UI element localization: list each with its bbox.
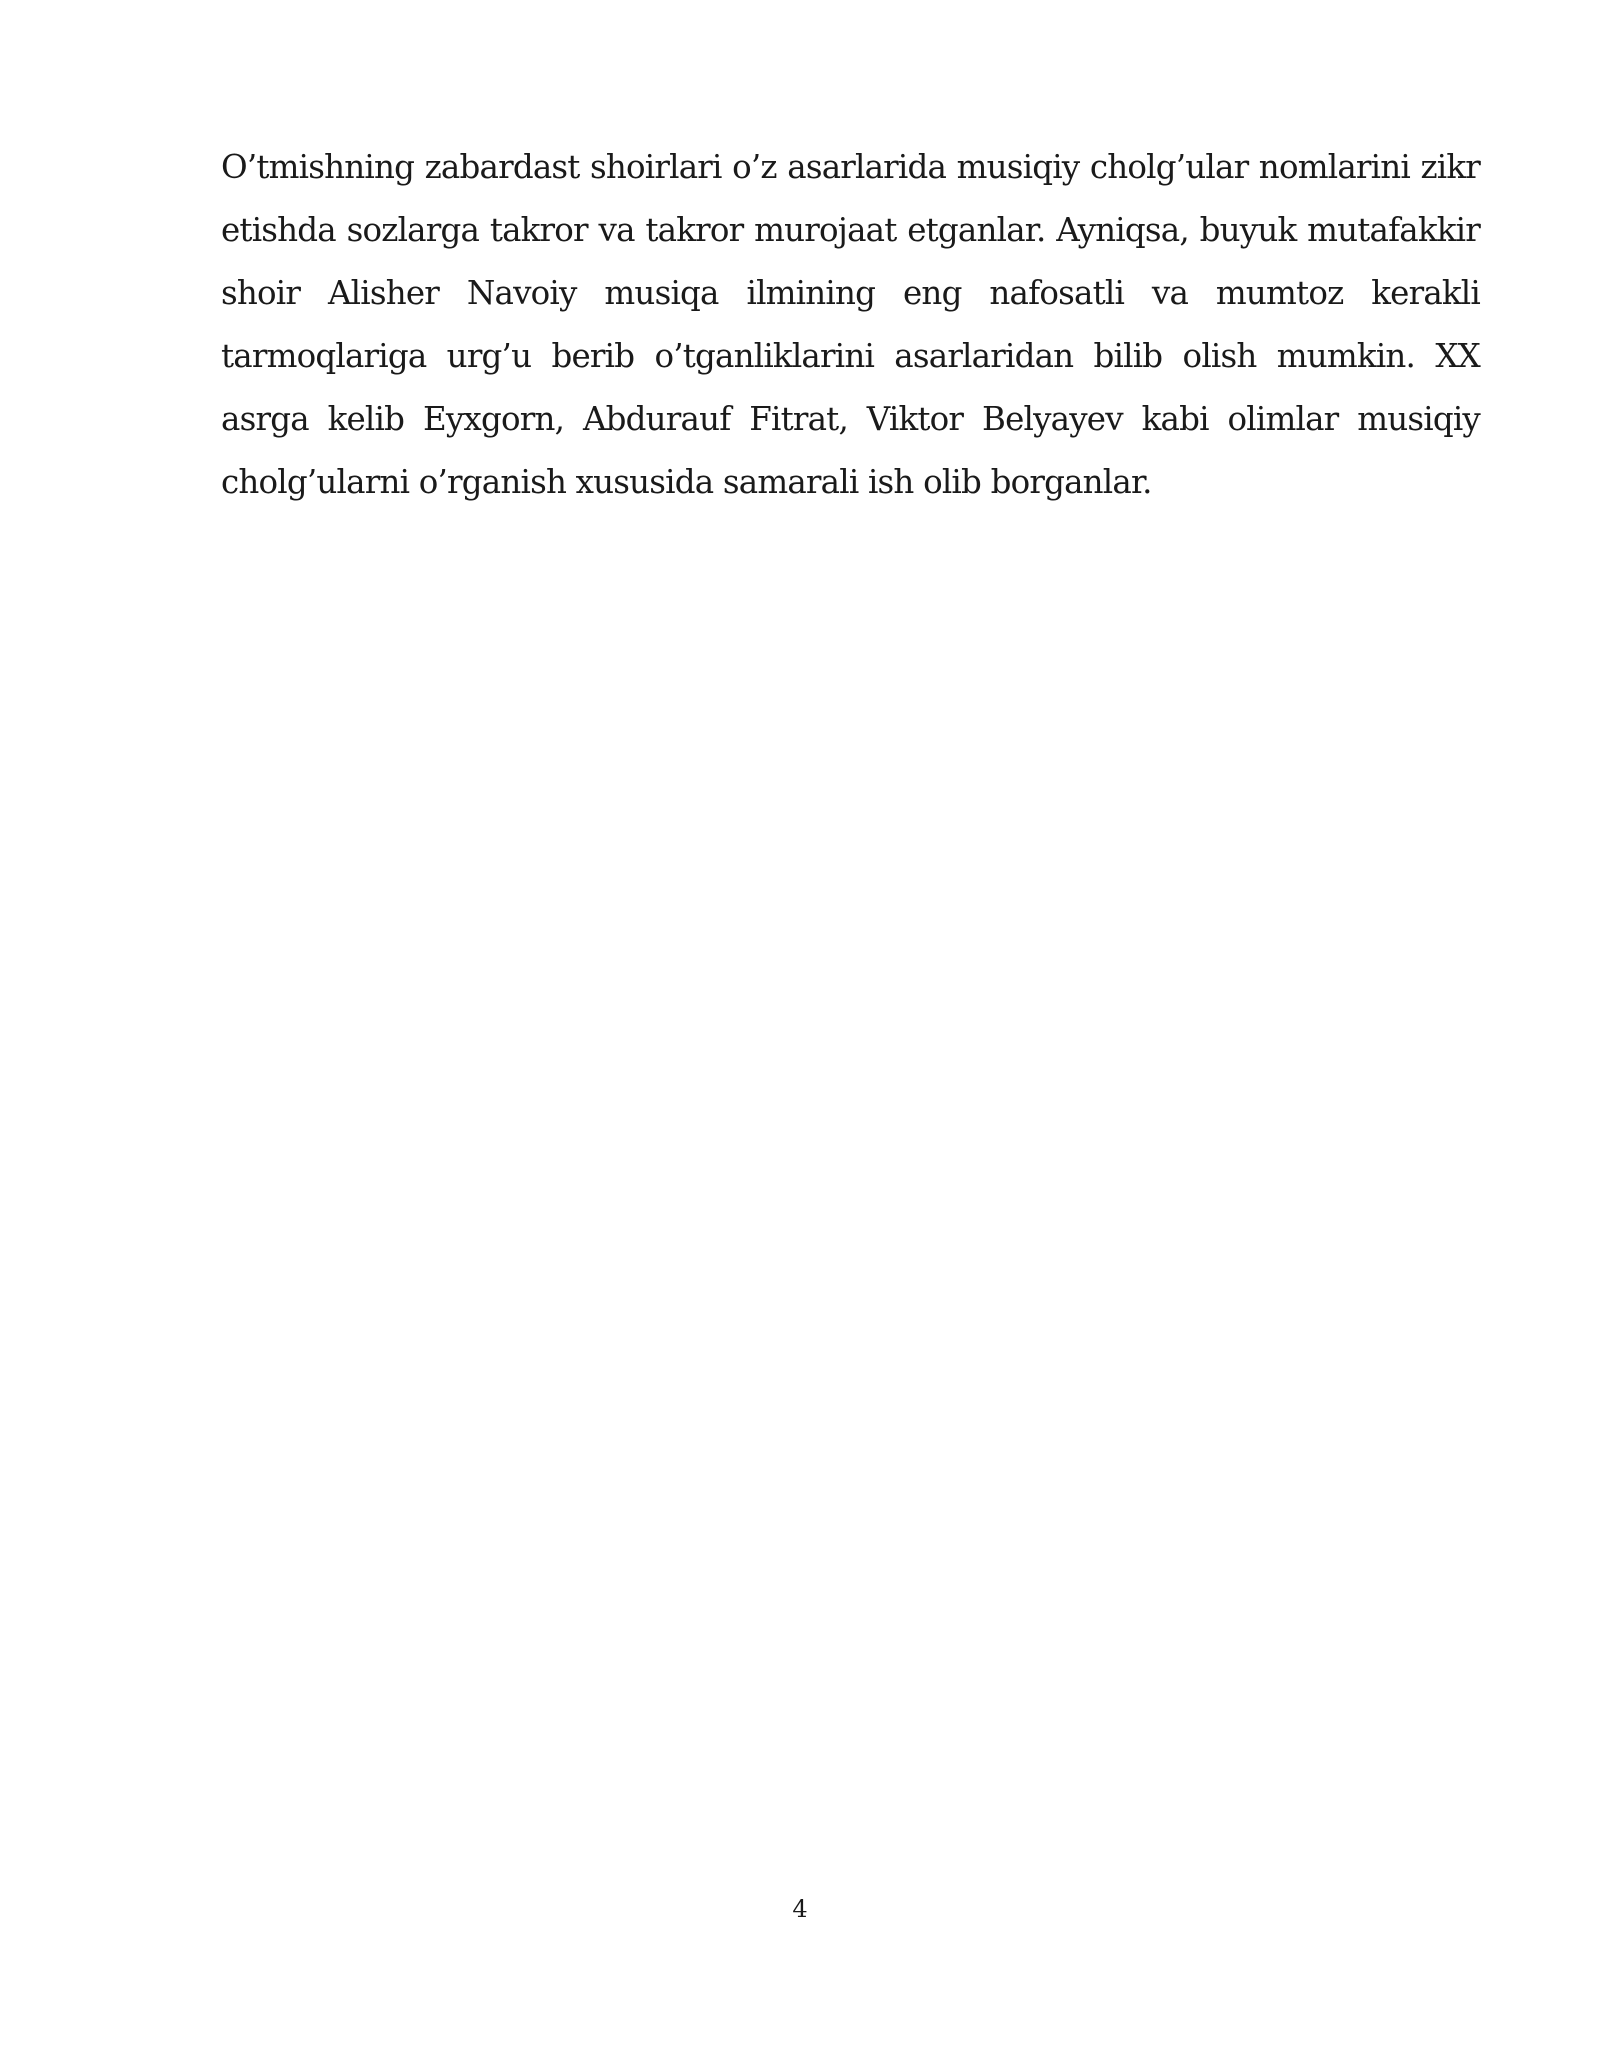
body-paragraph: O’tmishning zabardast shoirlari o’z asarlarida musiqiy cholg’ular nomlarini zikr etishda sozlarga takror va takror murojaat etganlar. Ayniqsa, buyuk mutafakkir shoir Alisher Navoiy musiqa ilmining eng nafosatli va mumtoz kerakli tarmoqlariga urg’u berib o’tganliklarini asarlaridan bilib olish mumkin. XX asrga kelib Eyxgorn, Abdurauf Fitrat, Viktor Belyayev kabi olimlar musiqiy cholg’ularni o’rganish xususida samarali ish olib borganlar. [221, 148, 1480, 501]
page-number: 4 [792, 1895, 808, 1923]
